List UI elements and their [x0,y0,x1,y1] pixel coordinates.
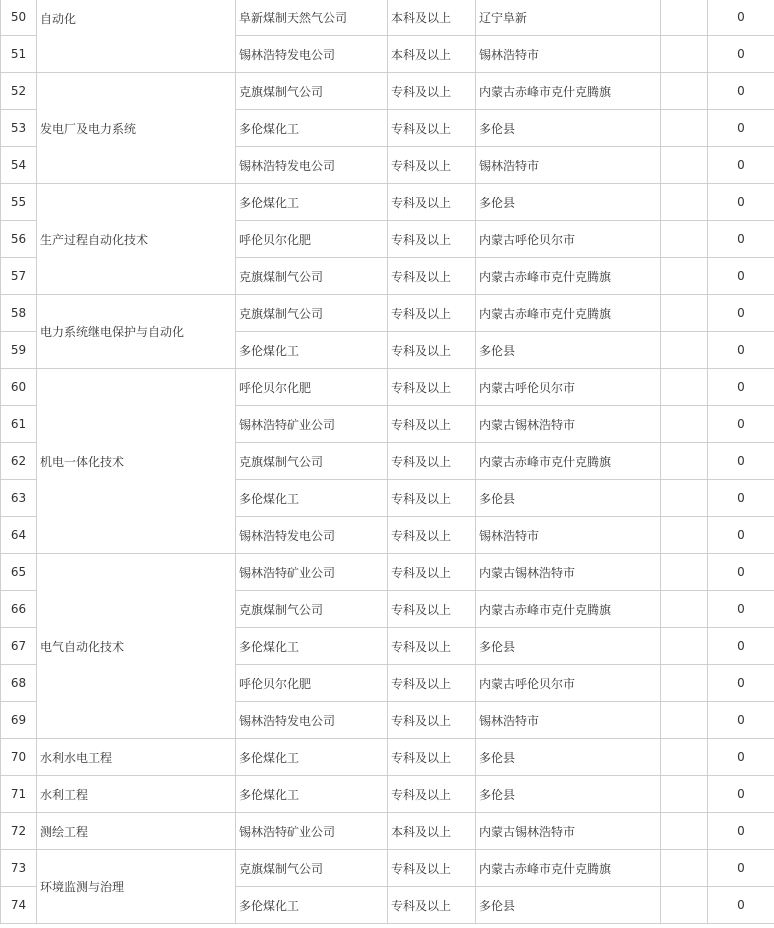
row-number: 50 [1,0,37,36]
education-requirement: 本科及以上 [388,813,476,850]
company-name: 克旗煤制气公司 [236,73,388,110]
applicant-count: 0 [708,554,774,591]
education-requirement: 专科及以上 [388,776,476,813]
row-number: 74 [1,887,37,924]
row-number: 51 [1,36,37,73]
applicant-count: 0 [708,0,774,36]
company-name: 克旗煤制气公司 [236,591,388,628]
education-requirement: 专科及以上 [388,443,476,480]
education-requirement: 专科及以上 [388,258,476,295]
empty-cell [661,591,708,628]
company-name: 多伦煤化工 [236,776,388,813]
empty-cell [661,258,708,295]
table-row [1,73,774,110]
row-number: 67 [1,628,37,665]
company-name: 呼伦贝尔化肥 [236,221,388,258]
work-location: 内蒙古锡林浩特市 [476,406,661,443]
work-location: 多伦县 [476,887,661,924]
education-requirement: 专科及以上 [388,332,476,369]
table-row [1,369,774,406]
table-row [1,813,774,850]
education-requirement: 专科及以上 [388,369,476,406]
major-name: 水利水电工程 [37,739,236,776]
row-number: 63 [1,480,37,517]
row-number: 65 [1,554,37,591]
row-number: 57 [1,258,37,295]
applicant-count: 0 [708,480,774,517]
work-location: 内蒙古锡林浩特市 [476,813,661,850]
row-number: 73 [1,850,37,887]
applicant-count: 0 [708,887,774,924]
empty-cell [661,443,708,480]
row-number: 53 [1,110,37,147]
row-number: 68 [1,665,37,702]
education-requirement: 专科及以上 [388,739,476,776]
table-row [1,850,774,887]
row-number: 58 [1,295,37,332]
applicant-count: 0 [708,73,774,110]
company-name: 锡林浩特发电公司 [236,36,388,73]
row-number: 60 [1,369,37,406]
company-name: 克旗煤制气公司 [236,295,388,332]
major-name: 生产过程自动化技术 [37,184,236,295]
work-location: 内蒙古锡林浩特市 [476,554,661,591]
education-requirement: 专科及以上 [388,887,476,924]
applicant-count: 0 [708,221,774,258]
company-name: 锡林浩特矿业公司 [236,554,388,591]
education-requirement: 专科及以上 [388,406,476,443]
education-requirement: 专科及以上 [388,850,476,887]
empty-cell [661,517,708,554]
applicant-count: 0 [708,665,774,702]
empty-cell [661,184,708,221]
education-requirement: 专科及以上 [388,591,476,628]
row-number: 71 [1,776,37,813]
row-number: 66 [1,591,37,628]
work-location: 内蒙古呼伦贝尔市 [476,369,661,406]
work-location: 内蒙古呼伦贝尔市 [476,221,661,258]
education-requirement: 专科及以上 [388,295,476,332]
company-name: 多伦煤化工 [236,739,388,776]
empty-cell [661,739,708,776]
work-location: 锡林浩特市 [476,147,661,184]
work-location: 多伦县 [476,480,661,517]
applicant-count: 0 [708,406,774,443]
education-requirement: 专科及以上 [388,702,476,739]
applicant-count: 0 [708,591,774,628]
applicant-count: 0 [708,517,774,554]
education-requirement: 专科及以上 [388,221,476,258]
company-name: 多伦煤化工 [236,332,388,369]
work-location: 内蒙古赤峰市克什克腾旗 [476,850,661,887]
education-requirement: 专科及以上 [388,665,476,702]
applicant-count: 0 [708,369,774,406]
education-requirement: 专科及以上 [388,480,476,517]
applicant-count: 0 [708,258,774,295]
company-name: 克旗煤制气公司 [236,443,388,480]
empty-cell [661,850,708,887]
empty-cell [661,702,708,739]
empty-cell [661,221,708,258]
major-name: 自动化 [37,0,236,73]
empty-cell [661,147,708,184]
empty-cell [661,332,708,369]
empty-cell [661,110,708,147]
work-location: 内蒙古赤峰市克什克腾旗 [476,591,661,628]
row-number: 70 [1,739,37,776]
work-location: 内蒙古呼伦贝尔市 [476,665,661,702]
applicant-count: 0 [708,776,774,813]
work-location: 内蒙古赤峰市克什克腾旗 [476,258,661,295]
education-requirement: 专科及以上 [388,517,476,554]
applicant-count: 0 [708,110,774,147]
company-name: 多伦煤化工 [236,184,388,221]
company-name: 锡林浩特矿业公司 [236,813,388,850]
empty-cell [661,776,708,813]
company-name: 锡林浩特发电公司 [236,147,388,184]
row-number: 61 [1,406,37,443]
work-location: 内蒙古赤峰市克什克腾旗 [476,443,661,480]
company-name: 锡林浩特矿业公司 [236,406,388,443]
work-location: 锡林浩特市 [476,36,661,73]
empty-cell [661,665,708,702]
work-location: 内蒙古赤峰市克什克腾旗 [476,73,661,110]
applicant-count: 0 [708,702,774,739]
empty-cell [661,813,708,850]
work-location: 多伦县 [476,332,661,369]
education-requirement: 本科及以上 [388,0,476,36]
empty-cell [661,369,708,406]
major-name: 机电一体化技术 [37,369,236,554]
empty-cell [661,295,708,332]
table-row [1,184,774,221]
applicant-count: 0 [708,147,774,184]
empty-cell [661,36,708,73]
applicant-count: 0 [708,443,774,480]
education-requirement: 专科及以上 [388,554,476,591]
work-location: 多伦县 [476,184,661,221]
company-name: 呼伦贝尔化肥 [236,369,388,406]
row-number: 64 [1,517,37,554]
applicant-count: 0 [708,850,774,887]
work-location: 多伦县 [476,110,661,147]
company-name: 多伦煤化工 [236,480,388,517]
company-name: 克旗煤制气公司 [236,258,388,295]
education-requirement: 本科及以上 [388,36,476,73]
empty-cell [661,554,708,591]
major-name: 测绘工程 [37,813,236,850]
company-name: 多伦煤化工 [236,628,388,665]
company-name: 多伦煤化工 [236,887,388,924]
row-number: 54 [1,147,37,184]
company-name: 呼伦贝尔化肥 [236,665,388,702]
empty-cell [661,628,708,665]
education-requirement: 专科及以上 [388,147,476,184]
row-number: 52 [1,73,37,110]
major-name: 电力系统继电保护与自动化 [37,295,236,369]
table-body [1,0,774,924]
empty-cell [661,73,708,110]
row-number: 59 [1,332,37,369]
company-name: 锡林浩特发电公司 [236,702,388,739]
education-requirement: 专科及以上 [388,628,476,665]
work-location: 锡林浩特市 [476,517,661,554]
empty-cell [661,480,708,517]
row-number: 56 [1,221,37,258]
table-row [1,554,774,591]
work-location: 锡林浩特市 [476,702,661,739]
row-number: 55 [1,184,37,221]
empty-cell [661,887,708,924]
work-location: 辽宁阜新 [476,0,661,36]
empty-cell [661,0,708,36]
table-row [1,739,774,776]
company-name: 阜新煤制天然气公司 [236,0,388,36]
applicant-count: 0 [708,813,774,850]
education-requirement: 专科及以上 [388,73,476,110]
row-number: 72 [1,813,37,850]
major-name: 发电厂及电力系统 [37,73,236,184]
applicant-count: 0 [708,184,774,221]
table-row [1,0,774,36]
company-name: 克旗煤制气公司 [236,850,388,887]
education-requirement: 专科及以上 [388,184,476,221]
applicant-count: 0 [708,332,774,369]
table-row [1,295,774,332]
applicant-count: 0 [708,36,774,73]
work-location: 多伦县 [476,739,661,776]
company-name: 多伦煤化工 [236,110,388,147]
applicant-count: 0 [708,295,774,332]
empty-cell [661,406,708,443]
work-location: 内蒙古赤峰市克什克腾旗 [476,295,661,332]
row-number: 62 [1,443,37,480]
work-location: 多伦县 [476,628,661,665]
company-name: 锡林浩特发电公司 [236,517,388,554]
education-requirement: 专科及以上 [388,110,476,147]
major-name: 环境监测与治理 [37,850,236,924]
table-row [1,776,774,813]
row-number: 69 [1,702,37,739]
applicant-count: 0 [708,628,774,665]
major-name: 电气自动化技术 [37,554,236,739]
work-location: 多伦县 [476,776,661,813]
major-name: 水利工程 [37,776,236,813]
applicant-count: 0 [708,739,774,776]
